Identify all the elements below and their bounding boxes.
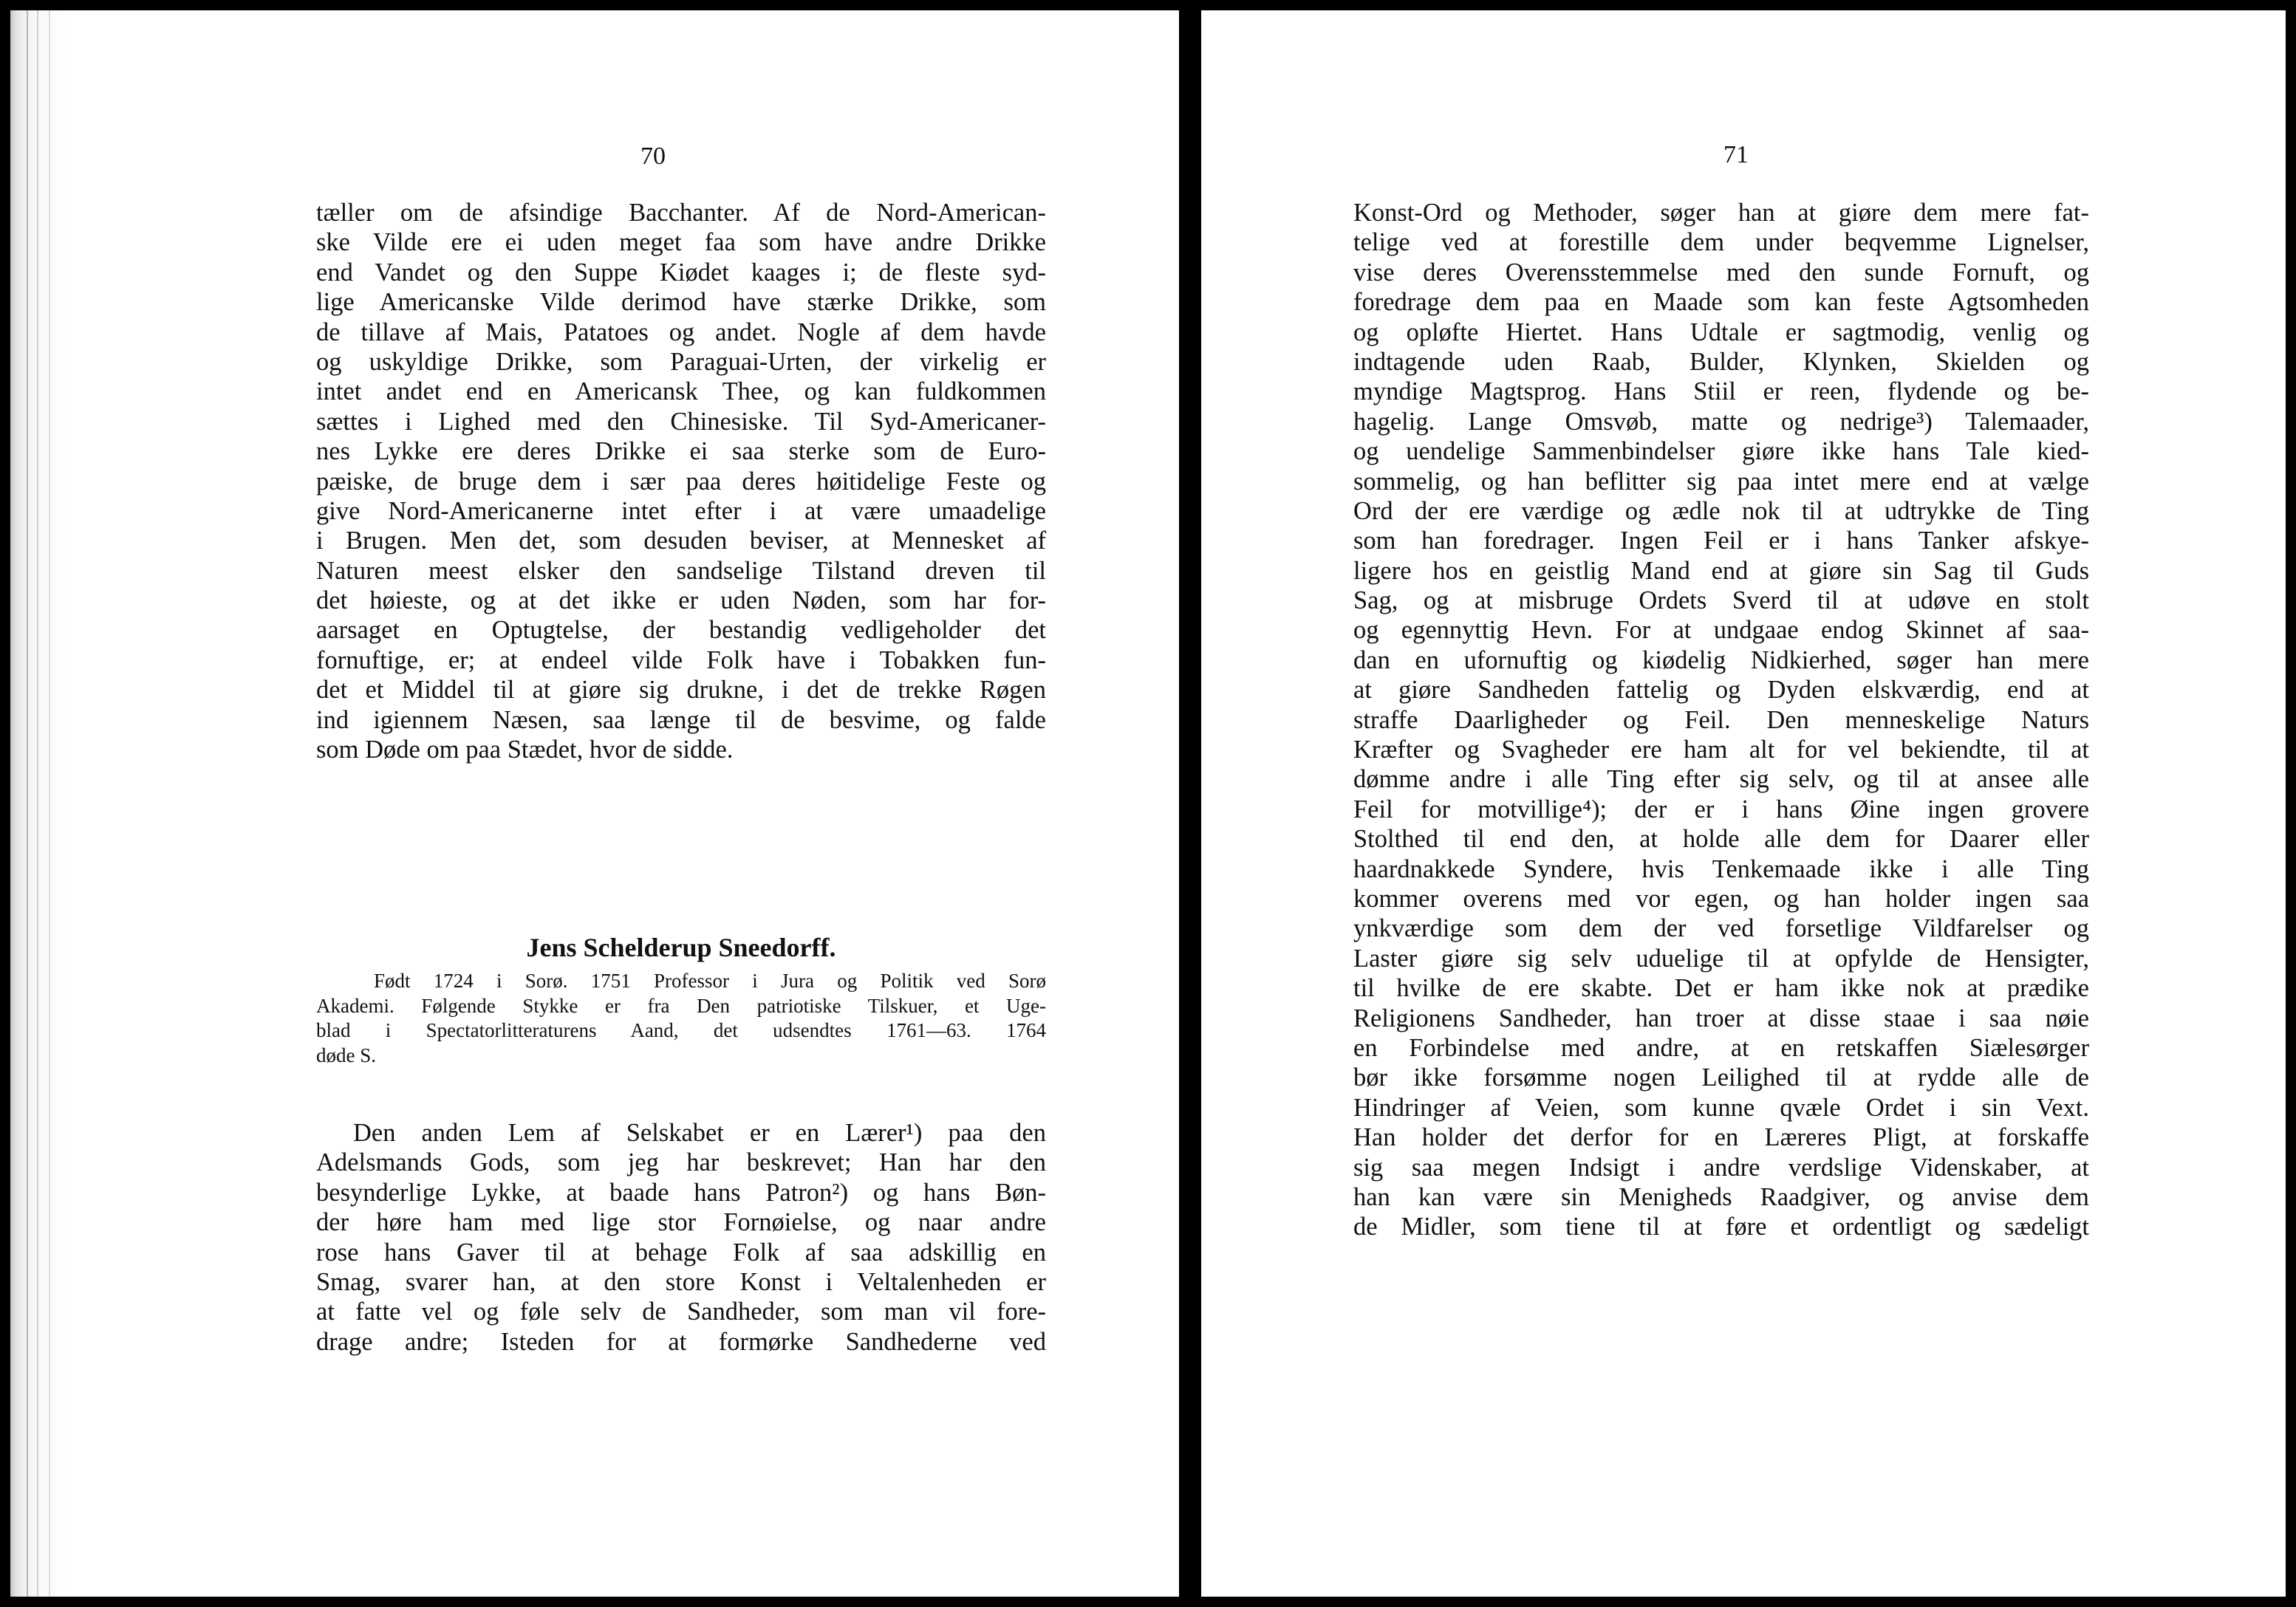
- page-edge-line: [37, 10, 38, 1597]
- text-line: det et Middel til at giøre sig drukne, i det de trekke Røgen: [316, 676, 1046, 705]
- text-line: dømme andre i alle Ting efter sig selv, og til at ansee alle: [1353, 765, 2089, 794]
- text-line: lige Americanske Vilde derimod have stærke Drikke, som: [316, 288, 1046, 317]
- text-line: det høieste, og at det ikke er uden Nøden, som har for-: [316, 586, 1046, 615]
- left-page: [10, 10, 1179, 1597]
- text-line: haardnakkede Syndere, hvis Tenkemaade ikke i alle Ting: [1353, 854, 2089, 883]
- text-line: Sag, og at misbruge Ordets Sverd til at udøve en stolt: [1353, 586, 2089, 615]
- text-line: ligere hos en geistlig Mand end at giøre sin Sag til Guds: [1353, 556, 2089, 585]
- text-line: Den anden Lem af Selskabet er en Lærer¹) paa den: [353, 1119, 1046, 1147]
- text-line: dan en ufornuftig og kiødelig Nidkierhed, søger han mere: [1353, 645, 2089, 674]
- text-line: han kan være sin Menigheds Raadgiver, og anvise dem: [1353, 1182, 2089, 1211]
- text-line: som Døde om paa Stædet, hvor de sidde.: [316, 736, 734, 764]
- text-line: til hvilke de ere skabte. Det er ham ikke nok at prædike: [1353, 974, 2089, 1003]
- page-edge-shadow: [10, 10, 69, 1597]
- text-line: og opløfte Hiertet. Hans Udtale er sagtmodig, venlig og: [1353, 318, 2089, 346]
- text-line: at giøre Sandheden fattelig og Dyden elskværdig, end at: [1353, 676, 2089, 705]
- text-line: Religionens Sandheder, han troer at disse staae i saa nøie: [1353, 1004, 2089, 1032]
- text-line: tæller om de afsindige Bacchanter. Af de Nord-American-: [316, 199, 1046, 227]
- text-line: aarsaget en Optugtelse, der bestandig vedligeholder det: [316, 616, 1046, 645]
- text-line: straffe Daarligheder og Feil. Den menneskelige Naturs: [1353, 705, 2089, 734]
- bio-line: Født 1724 i Sorø. 1751 Professor i Jura og Politik ved Sorø: [374, 970, 1046, 992]
- text-line: sig saa megen Indsigt i andre verdslige Videnskaber, at: [1353, 1153, 2089, 1182]
- text-line: Ord der ere værdige og ædle nok til at udtrykke de Ting: [1353, 496, 2089, 525]
- text-line: og uendelige Sammenbindelser giøre ikke hans Tale kied-: [1353, 437, 2089, 466]
- section-heading: Jens Schelderup Sneedorff.: [526, 933, 836, 962]
- author-bio: [316, 969, 1046, 1068]
- page-edge-line: [27, 10, 28, 1597]
- text-line: nes Lykke ere deres Drikke ei saa sterke som de Euro-: [316, 437, 1046, 466]
- text-line: give Nord-Americanerne intet efter i at være umaadelige: [316, 496, 1046, 525]
- text-line: i Brugen. Men det, som desuden beviser, at Mennesket af: [316, 527, 1046, 555]
- text-line: drage andre; Isteden for at formørke Sandhederne ved: [316, 1327, 1046, 1356]
- text-line: myndige Magtsprog. Hans Stiil er reen, flydende og be-: [1353, 377, 2089, 406]
- right-page: [1201, 10, 2286, 1597]
- text-line: vise deres Overensstemmelse med den sunde Fornuft, og: [1353, 258, 2089, 287]
- text-line: Adelsmands Gods, som jeg har beskrevet; Han har den: [316, 1148, 1046, 1177]
- text-line: rose hans Gaver til at behage Folk af saa adskillig en: [316, 1238, 1046, 1267]
- text-line: end Vandet og den Suppe Kiødet kaages i; de fleste syd-: [316, 258, 1046, 287]
- text-line: Naturen meest elsker den sandselige Tilstand dreven til: [316, 556, 1046, 585]
- page-number: 70: [640, 143, 666, 170]
- text-line: bør ikke forsømme nogen Leilighed til at rydde alle de: [1353, 1063, 2089, 1092]
- text-line: Hindringer af Veien, som kunne qvæle Ordet i sin Vext.: [1353, 1093, 2089, 1122]
- section-text: [316, 1118, 1046, 1357]
- text-line: Laster giøre sig selv uduelige til at opfylde de Hensigter,: [1353, 944, 2089, 973]
- text-line: sættes i Lighed med den Chinesiske. Til Syd-Americaner-: [316, 407, 1046, 436]
- text-line: der høre ham med lige stor Fornøielse, og naar andre: [316, 1208, 1046, 1237]
- text-line: foredrage dem paa en Maade som kan feste Agtsomheden: [1353, 288, 2089, 317]
- text-line: Stolthed til end den, at holde alle dem for Daarer eller: [1353, 825, 2089, 854]
- text-line: Smag, svarer han, at den store Konst i Veltalenheden er: [316, 1267, 1046, 1296]
- text-line: telige ved at forestille dem under beqvemme Lignelser,: [1353, 228, 2089, 257]
- text-line: fornuftige, er; at endeel vilde Folk have i Tobakken fun-: [316, 645, 1046, 674]
- text-line: Han holder det derfor for en Læreres Pligt, at forskaffe: [1353, 1123, 2089, 1152]
- text-line: ind igiennem Næsen, saa længe til de besvime, og falde: [316, 705, 1046, 734]
- body-text: [1353, 198, 2089, 1242]
- text-line: indtagende uden Raab, Bulder, Klynken, Skielden og: [1353, 347, 2089, 376]
- text-line: kommer overens med vor egen, og han holder ingen saa: [1353, 884, 2089, 913]
- text-line: sommelig, og han beflitter sig paa intet mere end at vælge: [1353, 467, 2089, 496]
- text-line: at fatte vel og føle selv de Sandheder, som man vil fore-: [316, 1298, 1046, 1326]
- body-text: [316, 198, 1046, 764]
- text-line: Kræfter og Svagheder ere ham alt for vel bekiendte, til at: [1353, 736, 2089, 764]
- text-line: Konst-Ord og Methoder, søger han at giøre dem mere fat-: [1353, 199, 2089, 227]
- text-line: og uskyldige Drikke, som Paraguai-Urten, der virkelig er: [316, 347, 1046, 376]
- text-line: besynderlige Lykke, at baade hans Patron²) og hans Bøn-: [316, 1178, 1046, 1207]
- text-line: og egennyttig Hevn. For at undgaae endog Skinnet af saa-: [1353, 616, 2089, 645]
- text-line: de Midler, som tiene til at føre et ordentligt og sædeligt: [1353, 1213, 2089, 1241]
- text-line: intet andet end en Americansk Thee, og kan fuldkommen: [316, 377, 1046, 406]
- text-line: hagelig. Lange Omsvøb, matte og nedrige³) Talemaader,: [1353, 407, 2089, 436]
- text-line: Feil for motvillige⁴); der er i hans Øine ingen grovere: [1353, 795, 2089, 823]
- page-number: 71: [1723, 141, 1749, 168]
- bio-line: blad i Spectatorlitteraturens Aand, det udsendtes 1761—63. 1764: [316, 1019, 1046, 1042]
- page-edge-line: [49, 10, 50, 1597]
- text-line: ske Vilde ere ei uden meget faa som have andre Drikke: [316, 228, 1046, 257]
- text-line: en Forbindelse med andre, at en retskaffen Siælesørger: [1353, 1033, 2089, 1062]
- bio-line: døde S.: [316, 1044, 376, 1066]
- text-line: som han foredrager. Ingen Feil er i hans Tanker afskye-: [1353, 527, 2089, 555]
- text-line: ynkværdige som dem der ved forsetlige Vildfarelser og: [1353, 914, 2089, 943]
- text-line: de tillave af Mais, Patatoes og andet. Nogle af dem havde: [316, 318, 1046, 346]
- text-line: pæiske, de bruge dem i sær paa deres høitidelige Feste og: [316, 467, 1046, 496]
- bio-line: Akademi. Følgende Stykke er fra Den patriotiske Tilskuer, et Uge-: [316, 994, 1046, 1017]
